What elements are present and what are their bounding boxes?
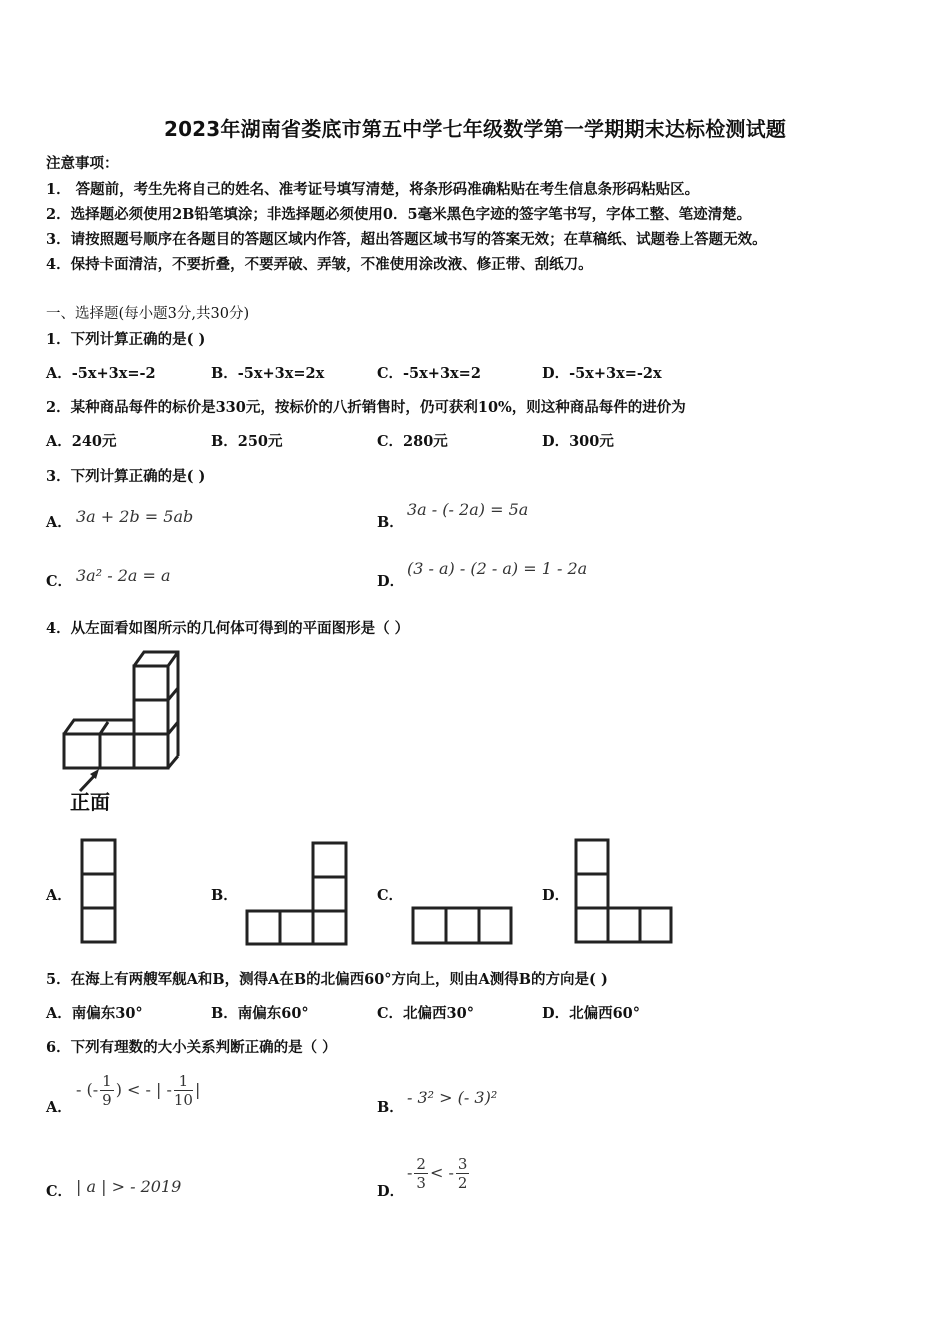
q1-option-c: C．-5x+3x=2	[377, 365, 481, 382]
q5-option-c: C．北偏西30°	[377, 1005, 474, 1022]
note-item: 1． 答题前，考生先将自己的姓名、准考证号填写清楚，将条形码准确粘贴在考生信息条形码粘贴区。	[46, 181, 700, 198]
q4-option-c-figure	[410, 905, 514, 947]
question-4-stem: 4．从左面看如图所示的几何体可得到的平面图形是（ ）	[46, 620, 410, 637]
q3-option-c-math: 3a² - 2a = a	[76, 566, 171, 585]
q3-option-b-math: 3a - (- 2a) = 5a	[407, 500, 529, 519]
question-3-stem: 3．下列计算正确的是( )	[46, 468, 206, 485]
question-6-stem: 6．下列有理数的大小关系判断正确的是（ ）	[46, 1039, 337, 1056]
q2-option-b: B．250元	[211, 433, 283, 450]
q1-option-b: B．-5x+3x=2x	[211, 365, 325, 382]
q6-option-c-label: C．	[46, 1183, 73, 1200]
q4-option-d-figure	[573, 838, 675, 946]
q6-option-c-math: | a | > - 2019	[76, 1177, 182, 1196]
note-item: 4．保持卡面清洁，不要折叠，不要弄破、弄皱，不准使用涂改液、修正带、刮纸刀。	[46, 256, 593, 273]
question-1-stem: 1．下列计算正确的是( )	[46, 331, 206, 348]
q3-option-a-label: A．	[46, 514, 72, 531]
q4-option-a-figure	[78, 838, 118, 946]
question-2-stem: 2．某种商品每件的标价是330元，按标价的八折销售时，仍可获利10%，则这种商品每件的进价为	[46, 399, 686, 416]
q4-option-d-label: D．	[542, 887, 570, 904]
q6-option-b-label: B．	[377, 1099, 404, 1116]
q6-option-d-math: - $\frac{2}{3}$ < - $\frac{3}{2}$	[407, 1155, 468, 1192]
q4-option-b-label: B．	[211, 887, 238, 904]
q3-option-a-math: 3a + 2b = 5ab	[76, 507, 194, 526]
q3-option-d-math: (3 - a) - (2 - a) = 1 - 2a	[407, 559, 588, 578]
q3-option-c-label: C．	[46, 573, 73, 590]
q1-option-a: A．-5x+3x=-2	[46, 365, 156, 382]
notes-heading: 注意事项：	[46, 155, 119, 172]
q5-option-a: A．南偏东30°	[46, 1005, 143, 1022]
q2-option-d: D．300元	[542, 433, 614, 450]
page-title: 2023年湖南省娄底市第五中学七年级数学第一学期期末达标检测试题	[163, 117, 787, 141]
q4-solid-figure	[44, 648, 194, 823]
q6-option-a-math: - (- $\frac{1}{9}$ ) < - | - $\frac{1}{10}$ |	[76, 1072, 201, 1109]
q2-option-a: A．240元	[46, 433, 117, 450]
q6-option-d-label: D．	[377, 1183, 405, 1200]
q4-option-b-figure	[245, 840, 350, 948]
q5-option-b: B．南偏东60°	[211, 1005, 309, 1022]
question-5-stem: 5．在海上有两艘军舰A和B，测得A在B的北偏西60°方向上，则由A测得B的方向是( )	[46, 971, 608, 988]
q5-option-d: D．北偏西60°	[542, 1005, 641, 1022]
q3-option-d-label: D．	[377, 573, 405, 590]
section-heading: 一、选择题(每小题3分,共30分)	[46, 306, 250, 322]
q4-option-c-label: C．	[377, 887, 404, 904]
note-item: 3．请按照题号顺序在各题目的答题区域内作答，超出答题区域书写的答案无效；在草稿纸、试题卷上答题无效。	[46, 231, 767, 248]
q1-option-d: D．-5x+3x=-2x	[542, 365, 662, 382]
q3-option-b-label: B．	[377, 514, 404, 531]
q2-option-c: C．280元	[377, 433, 448, 450]
q4-option-a-label: A．	[46, 887, 72, 904]
q6-option-a-label: A．	[46, 1099, 72, 1116]
note-item: 2．选择题必须使用2B铅笔填涂；非选择题必须使用0．5毫米黑色字迹的签字笔书写，字体工整、笔迹清楚。	[46, 206, 752, 223]
q6-option-b-math: - 3² > (- 3)²	[407, 1088, 498, 1107]
q4-front-label: 正面	[70, 790, 110, 814]
